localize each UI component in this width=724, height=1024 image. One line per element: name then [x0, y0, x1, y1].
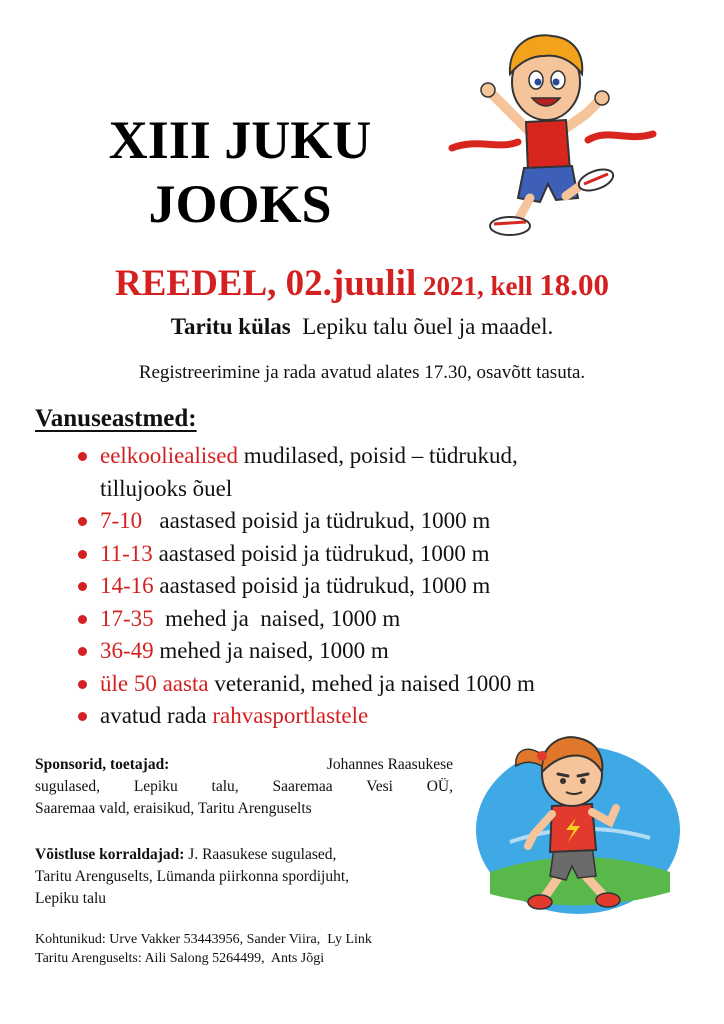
list-item — [78, 570, 638, 603]
event-location: Lepiku talu õuel ja maadel. — [290, 314, 554, 339]
organizers-line-3: Lepiku talu — [35, 890, 107, 907]
event-village: Taritu külas — [170, 314, 291, 339]
organizers-label: Võistluse korraldajad: — [35, 846, 185, 863]
sponsors-line-3: Saaremaa vald, eraisikud, Taritu Arenguselts — [35, 800, 312, 817]
age-groups-list — [78, 440, 638, 733]
age-group-text: veteranid, mehed ja naised 1000 m — [208, 670, 535, 696]
age-group-text: mudilased, poisid – tüdrukud, — [237, 443, 518, 468]
age-group-text: aastased poisid ja tüdrukud, 1000 m — [142, 508, 491, 533]
sponsors-section — [35, 754, 453, 820]
sponsors-label: Sponsorid, toetajad: — [35, 756, 170, 773]
bullet-icon — [78, 647, 87, 656]
age-group-highlight: 11-13 — [100, 540, 153, 566]
organizers-line-2: Taritu Arenguselts, Lümanda piirkonna spordijuht, — [35, 868, 350, 885]
list-item — [78, 668, 638, 701]
age-group-text: mehed ja naised, 1000 m — [153, 638, 389, 663]
age-group-highlight: eelkooliealised — [100, 443, 238, 468]
poster-title-line-1: XIII JUKU — [108, 110, 372, 170]
event-time: 18.00 — [539, 267, 609, 302]
organizers-line-1-text: J. Raasukese sugulased, — [184, 846, 337, 863]
bullet-icon — [78, 517, 87, 526]
organizers-section — [35, 844, 455, 910]
bullet-icon — [78, 582, 87, 591]
bullet-icon — [78, 615, 87, 624]
age-group-highlight: 17-35 — [100, 605, 154, 631]
organizers-line-1 — [35, 844, 455, 866]
bullet-icon — [78, 452, 87, 461]
age-group-highlight: 7-10 — [100, 508, 143, 533]
age-group-text-continued: tillujooks õuel — [100, 475, 233, 501]
age-group-text: aastased poisid ja tüdrukud, 1000 m — [152, 540, 490, 566]
age-group-highlight: rahvasportlastele — [212, 703, 369, 728]
judges-section — [35, 930, 465, 968]
event-place — [0, 314, 724, 340]
event-year: 2021, kell — [416, 271, 540, 301]
age-group-text: aastased poisid ja tüdrukud, 1000 m — [153, 573, 491, 598]
list-item — [78, 538, 638, 571]
age-group-highlight: 14-16 — [100, 573, 154, 598]
list-item — [78, 505, 638, 538]
sponsors-line-2: sugulased, Lepiku talu, Saaremaa Vesi OÜ, — [35, 778, 453, 795]
list-item — [78, 440, 638, 505]
age-group-highlight: 36-49 — [100, 638, 154, 663]
registration-info: Registreerimine ja rada avatud alates 17.30, osavõtt tasuta. — [138, 362, 586, 383]
bullet-icon — [78, 680, 87, 689]
sponsors-line-1-text: Johannes Raasukese — [326, 756, 453, 773]
age-group-text: mehed ja naised, 1000 m — [153, 605, 401, 631]
event-date-time — [0, 262, 724, 305]
judges-line-1: Kohtunikud: Urve Vakker 53443956, Sander Viira, Ly Link — [35, 932, 372, 947]
poster-title-line-2: JOOKS — [148, 174, 332, 234]
judges-line-2: Taritu Arenguselts: Aili Salong 5264499, Ants Jõgi — [35, 951, 325, 966]
sponsors-line-1 — [35, 754, 453, 776]
list-item — [78, 603, 638, 636]
age-group-text: avatud rada — [100, 703, 213, 728]
bullet-icon — [78, 550, 87, 559]
list-item — [78, 635, 638, 668]
bullet-icon — [78, 712, 87, 721]
running-girl-illustration — [470, 722, 690, 927]
event-day: REEDEL, 02.juulil — [115, 263, 417, 304]
running-boy-illustration — [448, 30, 658, 245]
age-group-highlight: üle 50 aasta — [100, 670, 209, 696]
age-groups-heading: Vanuseastmed: — [35, 405, 197, 432]
